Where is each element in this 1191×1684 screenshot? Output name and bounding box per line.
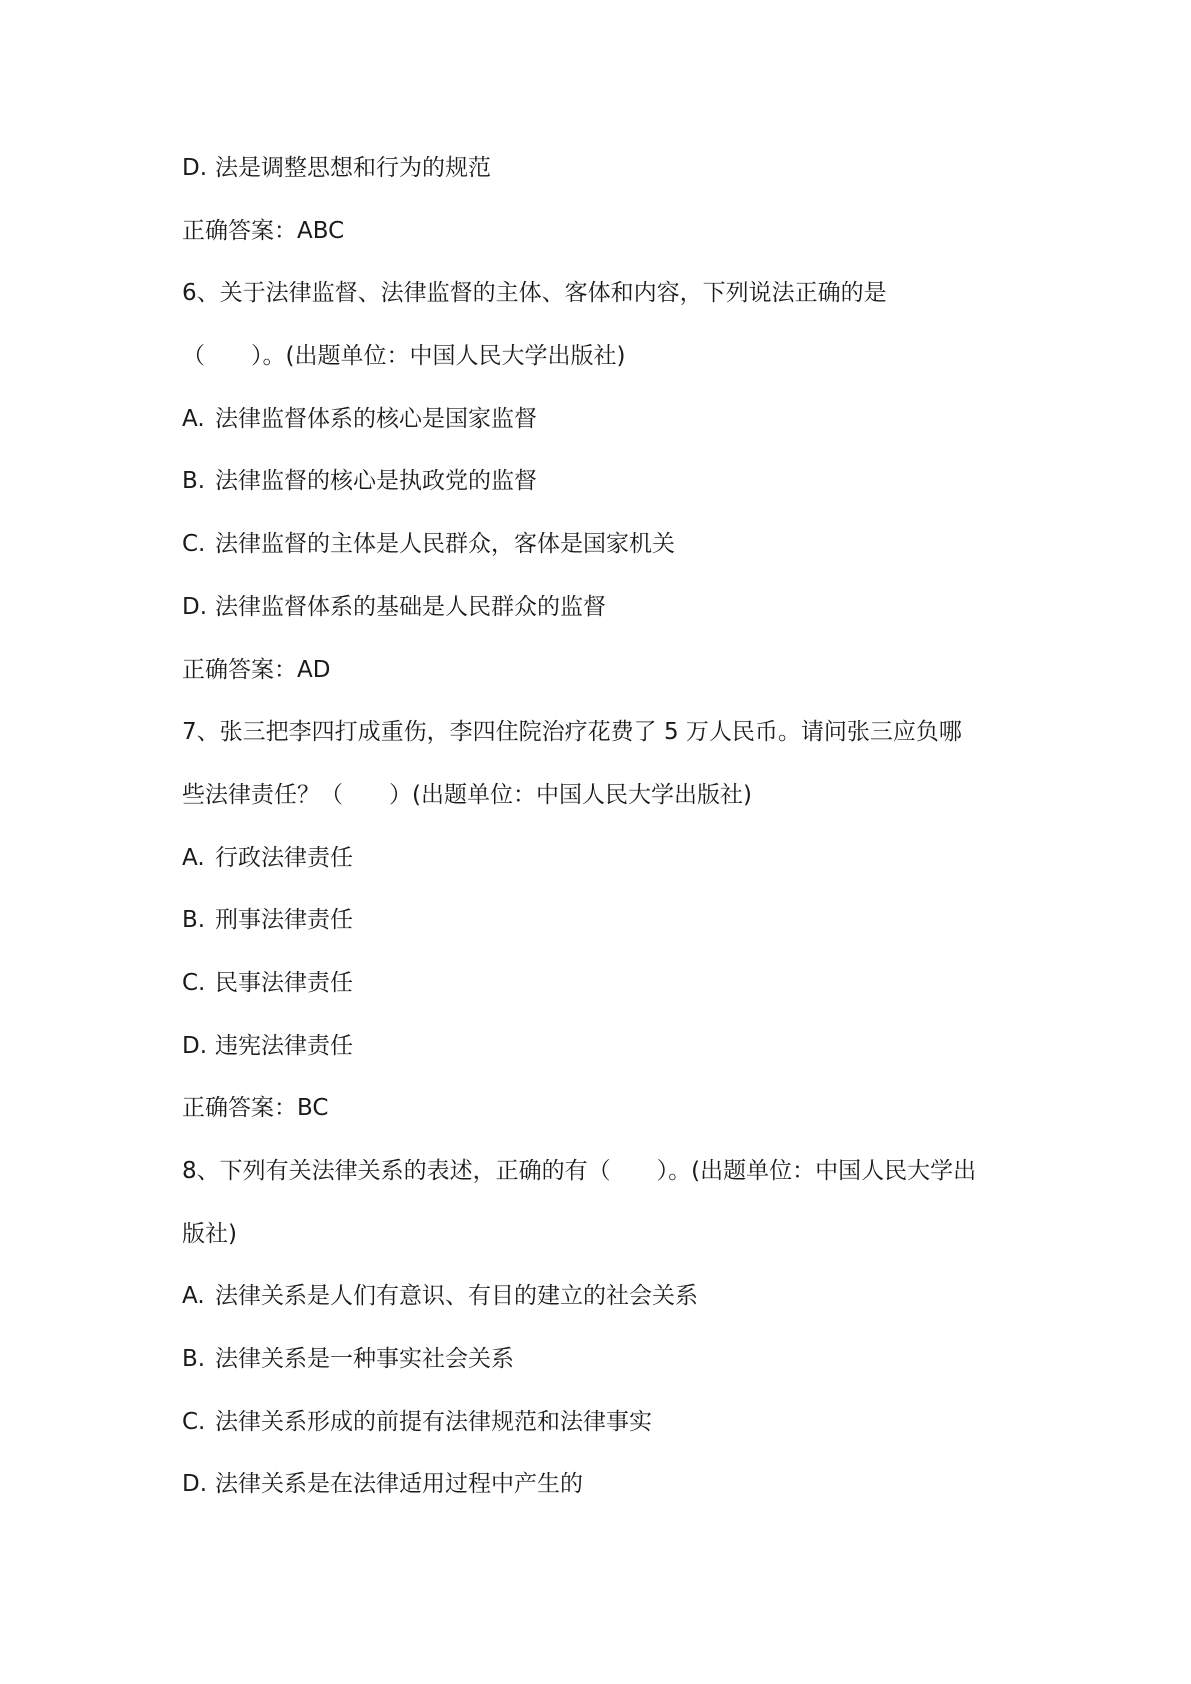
question-6-line-1: 6、关于法律监督、法律监督的主体、客体和内容，下列说法正确的是 xyxy=(182,280,887,307)
option-letter: C. xyxy=(182,531,206,558)
option-text: 法律关系形成的前提有法律规范和法律事实 xyxy=(215,1408,652,1435)
option-letter: A. xyxy=(182,405,205,432)
option-b xyxy=(182,1343,1042,1406)
question-7-line-1: 7、张三把李四打成重伤，李四住院治疗花费了 5 万人民币。请问张三应负哪 xyxy=(182,719,962,746)
question-6-line-2: （ ）。(出题单位：中国人民大学出版社) xyxy=(182,343,626,370)
question-list xyxy=(182,152,1042,1531)
option-b xyxy=(182,465,1042,528)
option-text: 刑事法律责任 xyxy=(215,907,353,934)
option-text: 违宪法律责任 xyxy=(215,1032,353,1059)
option-d xyxy=(182,152,1042,215)
option-letter: B. xyxy=(182,468,206,495)
option-letter: B. xyxy=(182,907,206,934)
option-letter: A. xyxy=(182,844,205,871)
option-c xyxy=(182,528,1042,591)
option-text: 法是调整思想和行为的规范 xyxy=(215,155,491,181)
option-letter: D. xyxy=(182,1032,208,1059)
option-text: 法律监督的核心是执政党的监督 xyxy=(215,468,537,495)
option-d xyxy=(182,591,1042,654)
option-letter: D. xyxy=(182,155,208,181)
option-a xyxy=(182,842,1042,905)
option-c xyxy=(182,967,1042,1030)
question-7-line-2: 些法律责任？（ ）(出题单位：中国人民大学出版社) xyxy=(182,781,752,808)
option-a xyxy=(182,403,1042,466)
option-text: 法律监督体系的核心是国家监督 xyxy=(215,405,537,432)
answer-line: 正确答案：ABC xyxy=(182,217,345,244)
option-a xyxy=(182,1280,1042,1343)
option-text: 法律关系是一种事实社会关系 xyxy=(215,1346,514,1373)
option-letter: D. xyxy=(182,593,208,620)
option-text: 民事法律责任 xyxy=(215,969,353,996)
option-c xyxy=(182,1406,1042,1469)
option-letter: B. xyxy=(182,1346,206,1373)
answer-line: 正确答案：AD xyxy=(182,656,331,683)
option-d xyxy=(182,1030,1042,1093)
option-text: 行政法律责任 xyxy=(215,844,353,871)
option-text: 法律监督的主体是人民群众，客体是国家机关 xyxy=(215,531,675,558)
option-letter: C. xyxy=(182,1408,206,1435)
option-text: 法律关系是人们有意识、有目的建立的社会关系 xyxy=(215,1283,698,1310)
option-b xyxy=(182,904,1042,967)
option-letter: A. xyxy=(182,1283,205,1310)
option-text: 法律关系是在法律适用过程中产生的 xyxy=(215,1471,583,1498)
answer-line: 正确答案：BC xyxy=(182,1095,329,1122)
question-8-line-2: 版社) xyxy=(182,1220,237,1247)
option-d xyxy=(182,1468,1042,1531)
option-letter: D. xyxy=(182,1471,208,1498)
option-text: 法律监督体系的基础是人民群众的监督 xyxy=(215,593,606,620)
option-letter: C. xyxy=(182,969,206,996)
question-8-line-1: 8、下列有关法律关系的表述，正确的有（ ）。(出题单位：中国人民大学出 xyxy=(182,1158,977,1184)
